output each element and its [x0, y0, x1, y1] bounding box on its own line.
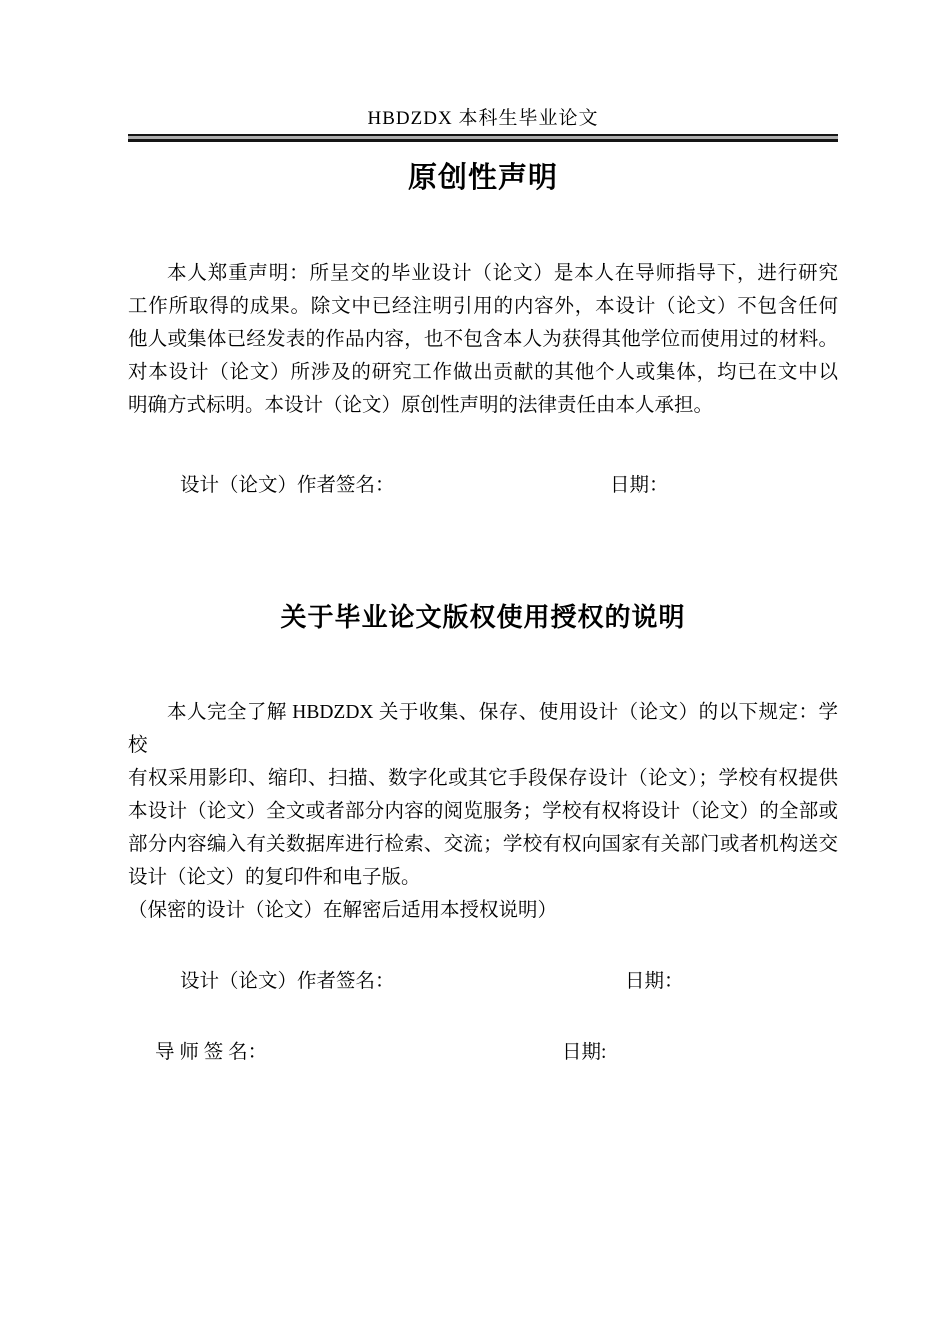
- paragraph-line: 设计（论文）的复印件和电子版。: [128, 867, 421, 888]
- paragraph-line: 工作所取得的成果。除文中已经注明引用的内容外，本设计（论文）不包含任何: [128, 296, 838, 317]
- secrecy-note: （保密的设计（论文）在解密后适用本授权说明）: [128, 900, 558, 921]
- supervisor-signature-row: [128, 1041, 838, 1065]
- running-head-title: HBDZDX 本科生毕业论文: [367, 108, 599, 129]
- declaration-paragraph: [128, 257, 838, 422]
- authorization-signature-row: [128, 970, 838, 994]
- author-signature-label: 设计（论文）作者签名：: [180, 475, 395, 496]
- declaration-signature-row: [128, 474, 838, 498]
- paragraph-line: 本设计（论文）全文或者部分内容的阅览服务；学校有权将设计（论文）的全部或: [128, 801, 838, 822]
- authorization-section: [128, 603, 838, 1065]
- supervisor-signature-label: 导 师 签 名：: [155, 1042, 268, 1063]
- author-signature-label: 设计（论文）作者签名：: [180, 971, 395, 992]
- authorization-title: 关于毕业论文版权使用授权的说明: [280, 603, 686, 632]
- paragraph-line: 部分内容编入有关数据库进行检索、交流；学校有权向国家有关部门或者机构送交: [128, 834, 838, 855]
- page-header: [128, 108, 838, 142]
- declaration-title: 原创性声明: [407, 162, 558, 194]
- authorization-paragraph: [128, 696, 838, 894]
- paragraph-line: 明确方式标明。本设计（论文）原创性声明的法律责任由本人承担。: [128, 395, 714, 416]
- paragraph-line: 本人郑重声明：所呈交的毕业设计（论文）是本人在导师指导下，进行研究: [167, 263, 838, 284]
- paragraph-line: 有权采用影印、缩印、扫描、数字化或其它手段保存设计（论文）；学校有权提供: [128, 768, 838, 789]
- paragraph-line: 他人或集体已经发表的作品内容，也不包含本人为获得其他学位而使用过的材料。: [128, 329, 838, 350]
- paragraph-line: 本人完全了解 HBDZDX 关于收集、保存、使用设计（论文）的以下规定：学校: [128, 702, 838, 756]
- date-label: 日期:: [562, 1042, 607, 1063]
- date-label: 日期：: [625, 971, 684, 992]
- header-double-rule: [128, 134, 838, 142]
- declaration-section: [128, 162, 838, 498]
- paragraph-line: 对本设计（论文）所涉及的研究工作做出贡献的其他个人或集体，均已在文中以: [128, 362, 838, 383]
- date-label: 日期：: [610, 475, 669, 496]
